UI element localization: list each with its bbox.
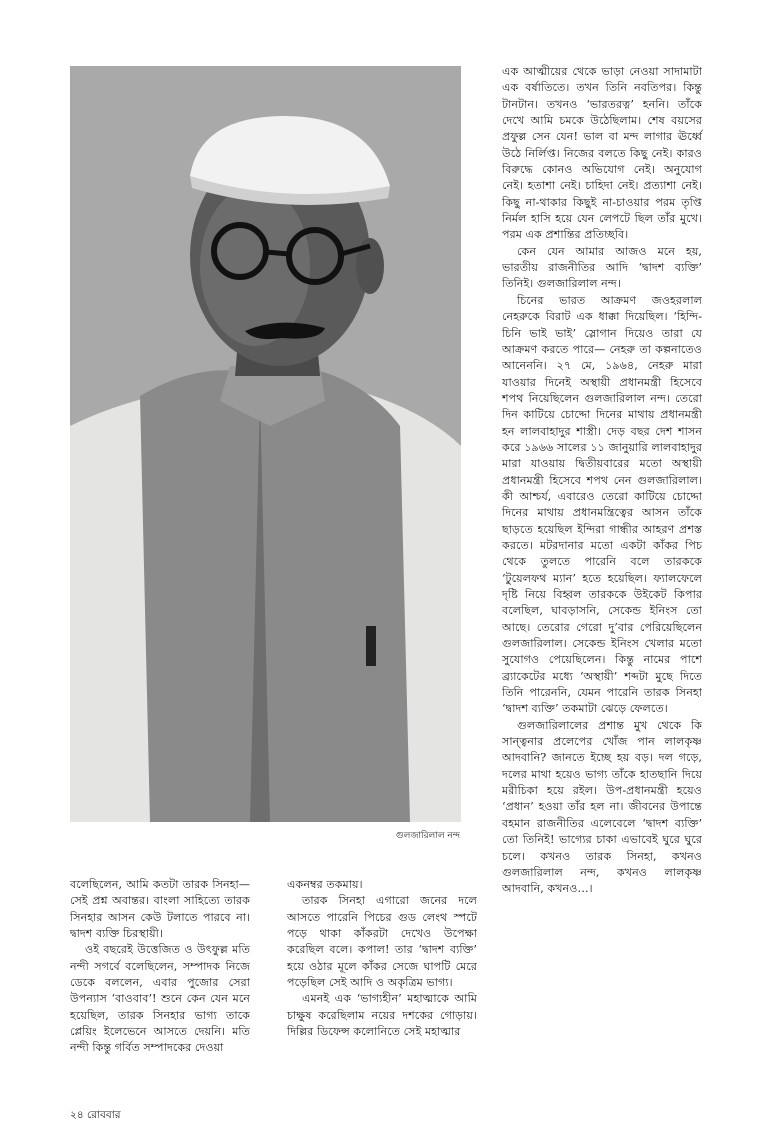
portrait-illustration: [70, 66, 461, 822]
photo-caption: গুলজারিলাল নন্দ: [395, 831, 460, 841]
paragraph: একনম্বর তকমায়।: [287, 878, 363, 891]
paragraph: কেন যেন আমার আজও মনে হয়, ভারতীয় রাজনীতির আদি ‘দ্বাদশ ব্যক্তি’ তিনিই। গুলজারিলাল নন্দ।: [502, 244, 702, 291]
paragraph: তারক সিনহা এগারো জনের দলে আসতে পারেনি পিচের গুড লেংথ স্পটে পড়ে থাকা কাঁকরটা দেখেও উপেক্ষা করেছিল বলে। কপাল! তার ‘দ্বাদশ ব্যক্তি’ হয়ে ওঠার মূলে কাঁকর সেজে ঘাপটি মেরে পড়েছিল সেই আদি ও অকৃত্রিম ভাগ্য।: [287, 894, 477, 990]
article-column-right: [502, 64, 702, 898]
paragraph: ওই বছরেই উত্তেজিত ও উৎফুল্ল মতি নন্দী সগর্বে বলেছিলেন, সম্পাদক নিজে ডেকে বললেন, এবার পুজোর সেরা উপন্যাস ‘বাওবাব’! শুনে কেন যেন মনে হয়েছিল, তারক সিনহার ভাগ্য তাকে প্লেয়িং ইলেভেনে আসতে দেয়নি। মতি নন্দী কিন্তু গর্বিত সম্পাদকের দেওয়া: [70, 943, 250, 1055]
paragraph: গুলজারিলালের প্রশান্ত মুখ থেকে কি সান্ত্বনার প্রলেপের খোঁজ পান লালকৃষ্ণ আদবানি? জানতে ইচ্ছে হয় বড়। দল গড়ে, দলের মাথা হয়েও ভাগ্য তাঁকে হাতছানি দিয়ে মরীচিকা হয়ে রইল। উপ-প্রধানমন্ত্রী হয়েও ‘প্রধান’ হওয়া তাঁর হল না। জীবনের উপান্তে বহমান রাজনীতির এলেবেলে ‘দ্বাদশ ব্যক্তি’ তো তিনিই! ভাগ্যের চাকা এভাবেই ঘুরে ঘুরে চলে। কখনও তারক সিনহা, কখনও গুলজারিলাল নন্দ, কখনও লালকৃষ্ণ আদবানি, কখনও…।: [502, 718, 702, 896]
paragraph: এমনই এক ‘ভাগ্যহীন’ মহাত্মাকে আমি চাক্ষুষ করেছিলাম নয়ের দশকের গোড়ায়। দিল্লির ডিফেন্স কলোনিতে সেই মহাত্মার: [287, 992, 477, 1039]
paragraph: বলেছিলেন, আমি কতটা তারক সিনহা— সেই প্রশ্ন অবান্তর। বাংলা সাহিত্যে তারক সিনহার আসন কেউ টলাতে পারবে না। দ্বাদশ ব্যক্তি চিরস্থায়ী।: [70, 878, 250, 941]
article-column-bottom-middle: [287, 877, 477, 1040]
paragraph: এক আত্মীয়ের থেকে ভাড়া নেওয়া সাদামাটা এক বর্ষাতিতে। তখন তিনি নবতিপর। কিন্তু টানটান। তখনও ‘ভারতরত্ন’ হননি। তাঁকে দেখে আমি চমকে উঠেছিলাম। শেষ বয়সের প্রফুল্ল সেন যেন! ভাল বা মন্দ লাগার ঊর্ধ্বে উঠে নির্লিপ্ত। নিজের বলতে কিছু নেই। কারও বিরুদ্ধে কোনও অভিযোগ নেই। অনুযোগ নেই। হতাশা নেই। চাহিদা নেই। প্রত্যাশা নেই। কিছু না-থাকার কিছুই না-চাওয়ার পরম তৃপ্তি নির্মল হাসি হয়ে যেন লেপটে ছিল তাঁর মুখে। পরম এক প্রশান্তির প্রতিচ্ছবি।: [502, 65, 702, 242]
page-footer: ২৪ রোববার: [70, 1109, 121, 1121]
paragraph: চিনের ভারত আক্রমণ জওহরলাল নেহরুকে বিরাট এক ধাক্কা দিয়েছিল। ‘হিন্দি-চিনি ভাই ভাই’ স্লোগান দিয়েও তারা যে আক্রমণ করতে পারে— নেহরু তা কল্পনাতেও আনেননি। ২৭ মে, ১৯৬৪, নেহরু মারা যাওয়ার দিনেই অস্থায়ী প্রধানমন্ত্রী হিসেবে শপথ নিয়েছিলেন গুলজারিলাল নন্দ। তেরো দিন কাটিয়ে চোদ্দো দিনের মাথায় প্রধানমন্ত্রী হন লালবাহাদুর শাস্ত্রী। দেড় বছর দেশ শাসন করে ১৯৬৬ সালের ১১ জানুয়ারি লালবাহাদুর মারা যাওয়ায় দ্বিতীয়বারের মতো অস্থায়ী প্রধানমন্ত্রী হিসেবে শপথ নেন গুলজারিলাল। কী আশ্চর্য, এবারেও তেরো কাটিয়ে চোদ্দো দিনের মাথায় প্রধানমন্ত্রিত্বের আসন তাঁকে ছাড়তে হয়েছিল ইন্দিরা গান্ধীর আহরণ প্রশস্ত করতে। মটরদানার মতো একটা কাঁকর পিচ থেকে তুলতে পারেনি বলে তারককে ‘টুয়েলফথ ম্যান’ হতে হয়েছিল। ফ্যালফেলে দৃষ্টি নিয়ে বিহ্বল তারককে উইকেট কিপার বলেছিল, ঘাবড়াসনি, সেকেন্ড ইনিংস তো আছে। তেরোর গেরো দু’বার পেরিয়েছিলেন গুলজারিলাল। সেকেন্ড ইনিংস খেলার মতো সুযোগও পেয়েছিলেন। কিন্তু নামের পাশে ব্র্যাকেটের মধ্যে ‘অস্থায়ী’ শব্দটা মুছে দিতে তিনি পারেননি, যেমন পারেনি তারক সিনহা ‘দ্বাদশ ব্যক্তি’ তকমাটা ঝেড়ে ফেলতে।: [502, 293, 702, 716]
portrait-photo: [70, 66, 461, 822]
article-column-bottom-left: [70, 877, 250, 1057]
